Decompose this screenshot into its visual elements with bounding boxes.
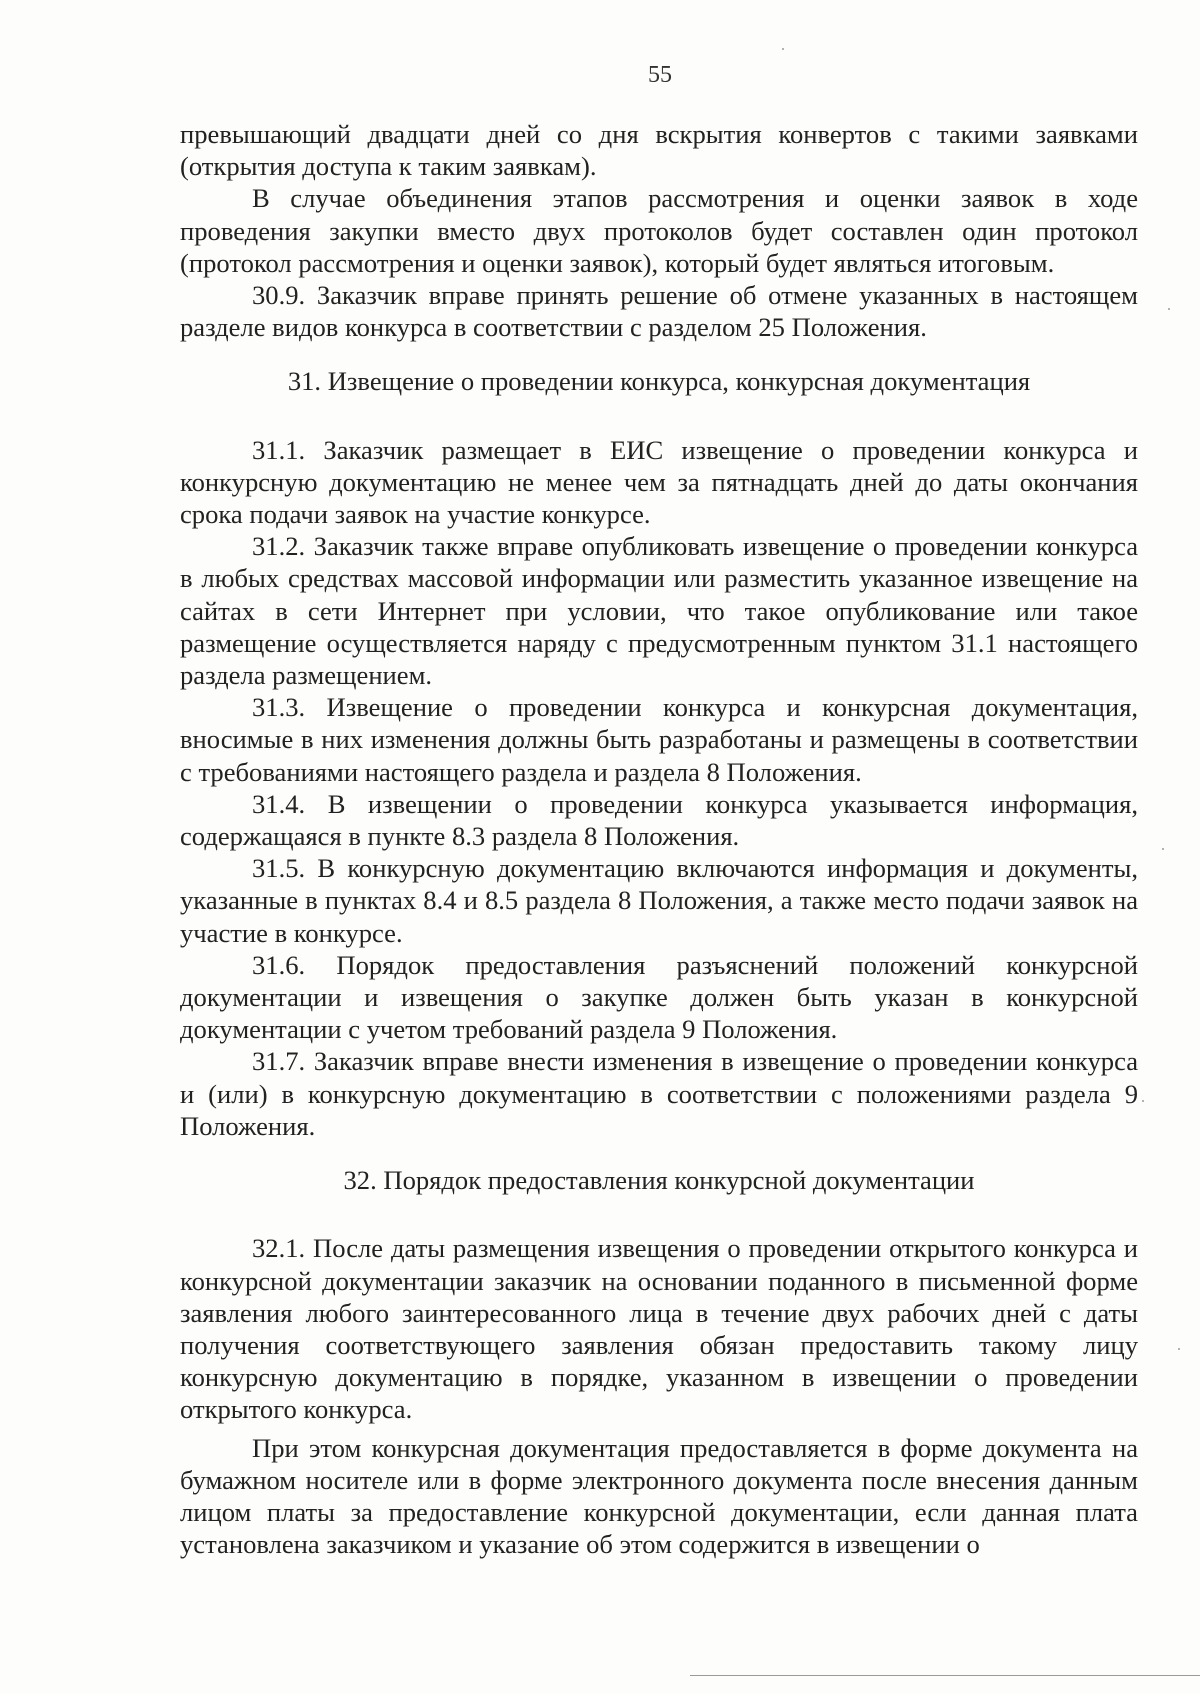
scan-speck [1168, 308, 1170, 310]
page-number: 55 [648, 62, 672, 88]
scan-speck [1162, 848, 1164, 850]
paragraph-31-2: 31.2. Заказчик также вправе опубликовать извещение о проведении конкурса в любых средствах массовой информации или разместить указанное извещение на сайтах в сети Интернет при условии, что такое опубликование или такое размещение осуществляется наряду с предусмотренным пунктом 31.1 настоящего раздела размещением. [180, 531, 1138, 691]
scan-speck [1178, 1348, 1180, 1350]
paragraph-31-6: 31.6. Порядок предоставления разъяснений положений конкурсной документации и извещения о закупке должен быть указан в конкурсной документации с учетом требований раздела 9 Положения. [180, 949, 1138, 1045]
paragraph: В случае объединения этапов рассмотрения и оценки заявок в ходе проведения закупки вместо двух протоколов будет составлен один протокол (протокол рассмотрения и оценки заявок), который будет являться итоговым. [180, 183, 1138, 278]
section-32-heading: 32. Порядок предоставления конкурсной документации [343, 1165, 975, 1196]
paragraph-32-1: 32.1. После даты размещения извещения о проведении открытого конкурса и конкурсной документации заказчик на основании поданного в письменной форме заявления любого заинтересованного лица в течение двух рабочих дней с даты получения соответствующего заявления обязан предоставить такому лицу конкурсную документацию в порядке, указанном в извещении о проведении открытого конкурса. [180, 1233, 1138, 1425]
paragraph-32-1-continued: При этом конкурсная документация предоставляется в форме документа на бумажном носителе или в форме электронного документа после внесения данным лицом платы за предоставление конкурсной документации, если данная плата установлена заказчиком и указание об этом содержится в извещении о [180, 1432, 1138, 1560]
paragraph-31-1: 31.1. Заказчик размещает в ЕИС извещение о проведении конкурса и конкурсную документацию не менее чем за пятнадцать дней до даты окончания срока подачи заявок на участие конкурсе. [180, 434, 1138, 530]
footer-rule [690, 1675, 1200, 1676]
document-body [180, 118, 1138, 1560]
section-31-heading: 31. Извещение о проведении конкурса, конкурсная документация [287, 366, 1031, 397]
paragraph-30-9: 30.9. Заказчик вправе принять решение об отмене указанных в настоящем разделе видов конкурса в соответствии с разделом 25 Положения. [180, 280, 1138, 343]
paragraph-continuation: превышающий двадцати дней со дня вскрытия конвертов с такими заявками (открытия доступа к таким заявкам). [180, 119, 1138, 182]
paragraph-31-3: 31.3. Извещение о проведении конкурса и конкурсная документация, вносимые в них изменения должны быть разработаны и размещены в соответствии с требованиями настоящего раздела и раздела 8 Положения. [180, 692, 1138, 787]
scan-speck [1142, 1100, 1144, 1102]
paragraph-31-4: 31.4. В извещении о проведении конкурса указывается информация, содержащаяся в пункте 8.3 раздела 8 Положения. [180, 788, 1138, 852]
paragraph-31-5: 31.5. В конкурсную документацию включаются информация и документы, указанные в пунктах 8.4 и 8.5 раздела 8 Положения, а также место подачи заявок на участие в конкурсе. [180, 853, 1138, 948]
paragraph-31-7: 31.7. Заказчик вправе внести изменения в извещение о проведении конкурса и (или) в конкурсную документацию в соответствии с положениями раздела 9 Положения. [180, 1046, 1138, 1141]
scan-speck [782, 48, 784, 50]
